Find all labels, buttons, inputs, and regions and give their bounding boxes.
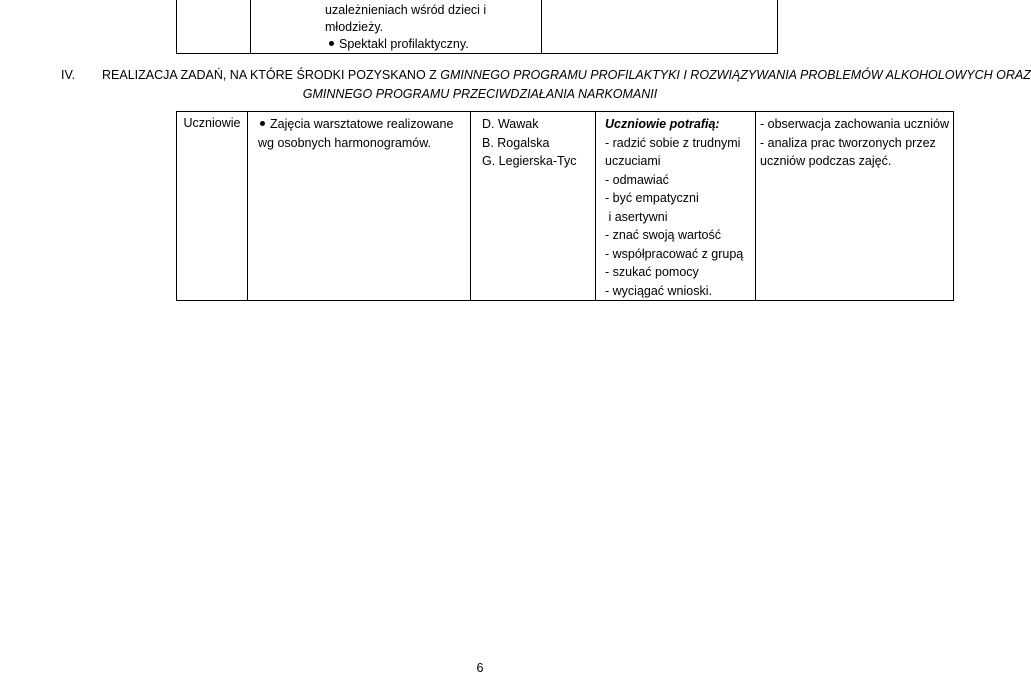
skill-line: - być empatyczni [605,191,699,205]
evaluation-cell [756,112,954,301]
skill-line: uczuciami [605,154,661,168]
evaluation-line: - obserwacja zachowania uczniów [760,117,949,131]
section-title-line2: GMINNEGO PROGRAMU PRZECIWDZIAŁANIA NARKOMANII [302,87,658,101]
bullet-item [325,36,541,53]
continuation-cell-empty [542,0,778,54]
section-title-prefix: REALIZACJA ZADAŃ, NA KTÓRE ŚRODKI POZYSKANO Z [102,68,441,82]
continuation-line: uzależnieniach wśród dzieci i [325,3,487,17]
continuation-cell-empty [177,0,251,54]
person-name: G. Legierska-Tyc [482,154,577,168]
activity-text: Zajęcia warsztatowe realizowane [270,117,454,131]
skill-line: - odmawiać [605,172,669,187]
table-row [177,112,954,301]
skills-heading: Uczniowie potrafią: [605,117,720,131]
continuation-table [176,0,778,54]
bullet-icon [329,41,334,46]
tasks-table [176,111,954,301]
skill-line: - znać swoją wartość [605,228,722,242]
skills-cell [596,112,756,301]
skill-line: - radzić sobie z trudnymi [605,135,741,150]
skill-line: - wyciągać wnioski. [605,283,712,298]
person-name: D. Wawak [482,117,539,131]
people-cell [471,112,596,301]
section-number: IV. [61,68,76,82]
continuation-line: młodzieży. [325,20,384,34]
person-name: B. Rogalska [482,135,550,150]
skill-line: i asertywni [605,209,668,224]
activity-cell [248,112,471,301]
recipients-cell: Uczniowie [177,112,248,301]
evaluation-line: - analiza prac tworzonych przez [760,135,936,150]
activity-bullet [256,115,470,134]
section-title-line1 [102,67,1031,84]
bullet-item-text: Spektakl profilaktyczny. [339,37,469,51]
section-title-italic: GMINNEGO PROGRAMU PROFILAKTYKI I ROZWIĄZYWANIA PROBLEMÓW ALKOHOLOWYCH ORAZ [440,68,1031,82]
bullet-icon [260,121,265,126]
page-number: 6 [476,661,484,675]
skill-line: - szukać pomocy [605,265,699,279]
activity-continuation: wg osobnych harmonogramów. [258,135,432,150]
skill-line: - współpracować z grupą [605,246,744,261]
continuation-cell-content [251,0,542,54]
evaluation-line: uczniów podczas zajęć. [760,154,892,168]
